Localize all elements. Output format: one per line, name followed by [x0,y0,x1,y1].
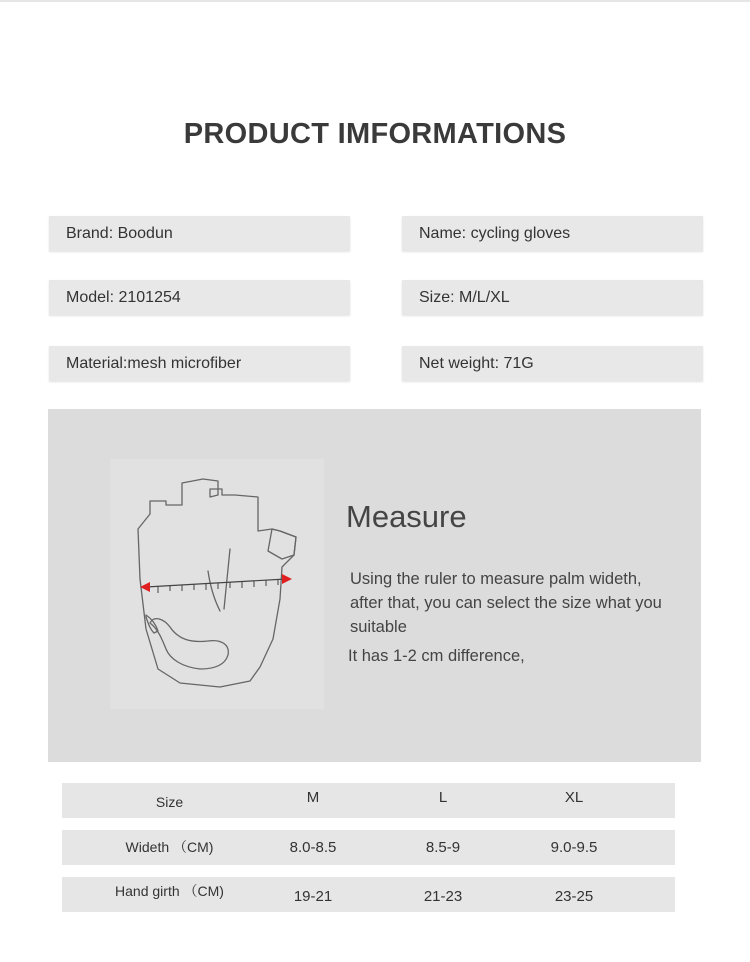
measure-panel [48,409,701,762]
page-title: PRODUCT IMFORMATIONS [183,118,567,150]
info-name: Name: cycling gloves [402,216,703,251]
info-weight: Net weight: 71G [402,346,703,381]
table-cell: 21-23 [423,888,463,905]
measure-title: Measure [346,499,467,534]
ruler-arrow-icon [140,574,292,593]
info-model: Model: 2101254 [49,280,350,315]
table-cell: Hand girth （CM) [115,883,224,899]
measure-instructions: Using the ruler to measure palm wideth, after that, you can select the size what you suitable [350,570,662,636]
table-cell: 8.0-8.5 [289,839,337,856]
table-cell: 19-21 [293,888,333,905]
table-cell: M [306,789,320,806]
table-cell: 9.0-9.5 [550,839,598,856]
table-row [62,830,675,865]
size-table-header [62,783,675,818]
table-cell: Wideth （CM) [125,839,214,855]
table-cell: XL [564,789,584,806]
glove-outline-illustration [110,459,324,709]
measure-note: It has 1-2 cm difference, [348,647,525,665]
table-cell: Size [155,794,184,810]
table-cell: 23-25 [554,888,594,905]
table-row [62,877,675,912]
info-brand: Brand: Boodun [49,216,350,251]
glove-image [110,459,324,709]
info-material: Material:mesh microfiber [49,346,350,381]
table-cell: 8.5-9 [425,839,461,856]
top-divider [0,0,750,2]
table-cell: L [438,789,448,806]
info-size: Size: M/L/XL [402,280,703,315]
